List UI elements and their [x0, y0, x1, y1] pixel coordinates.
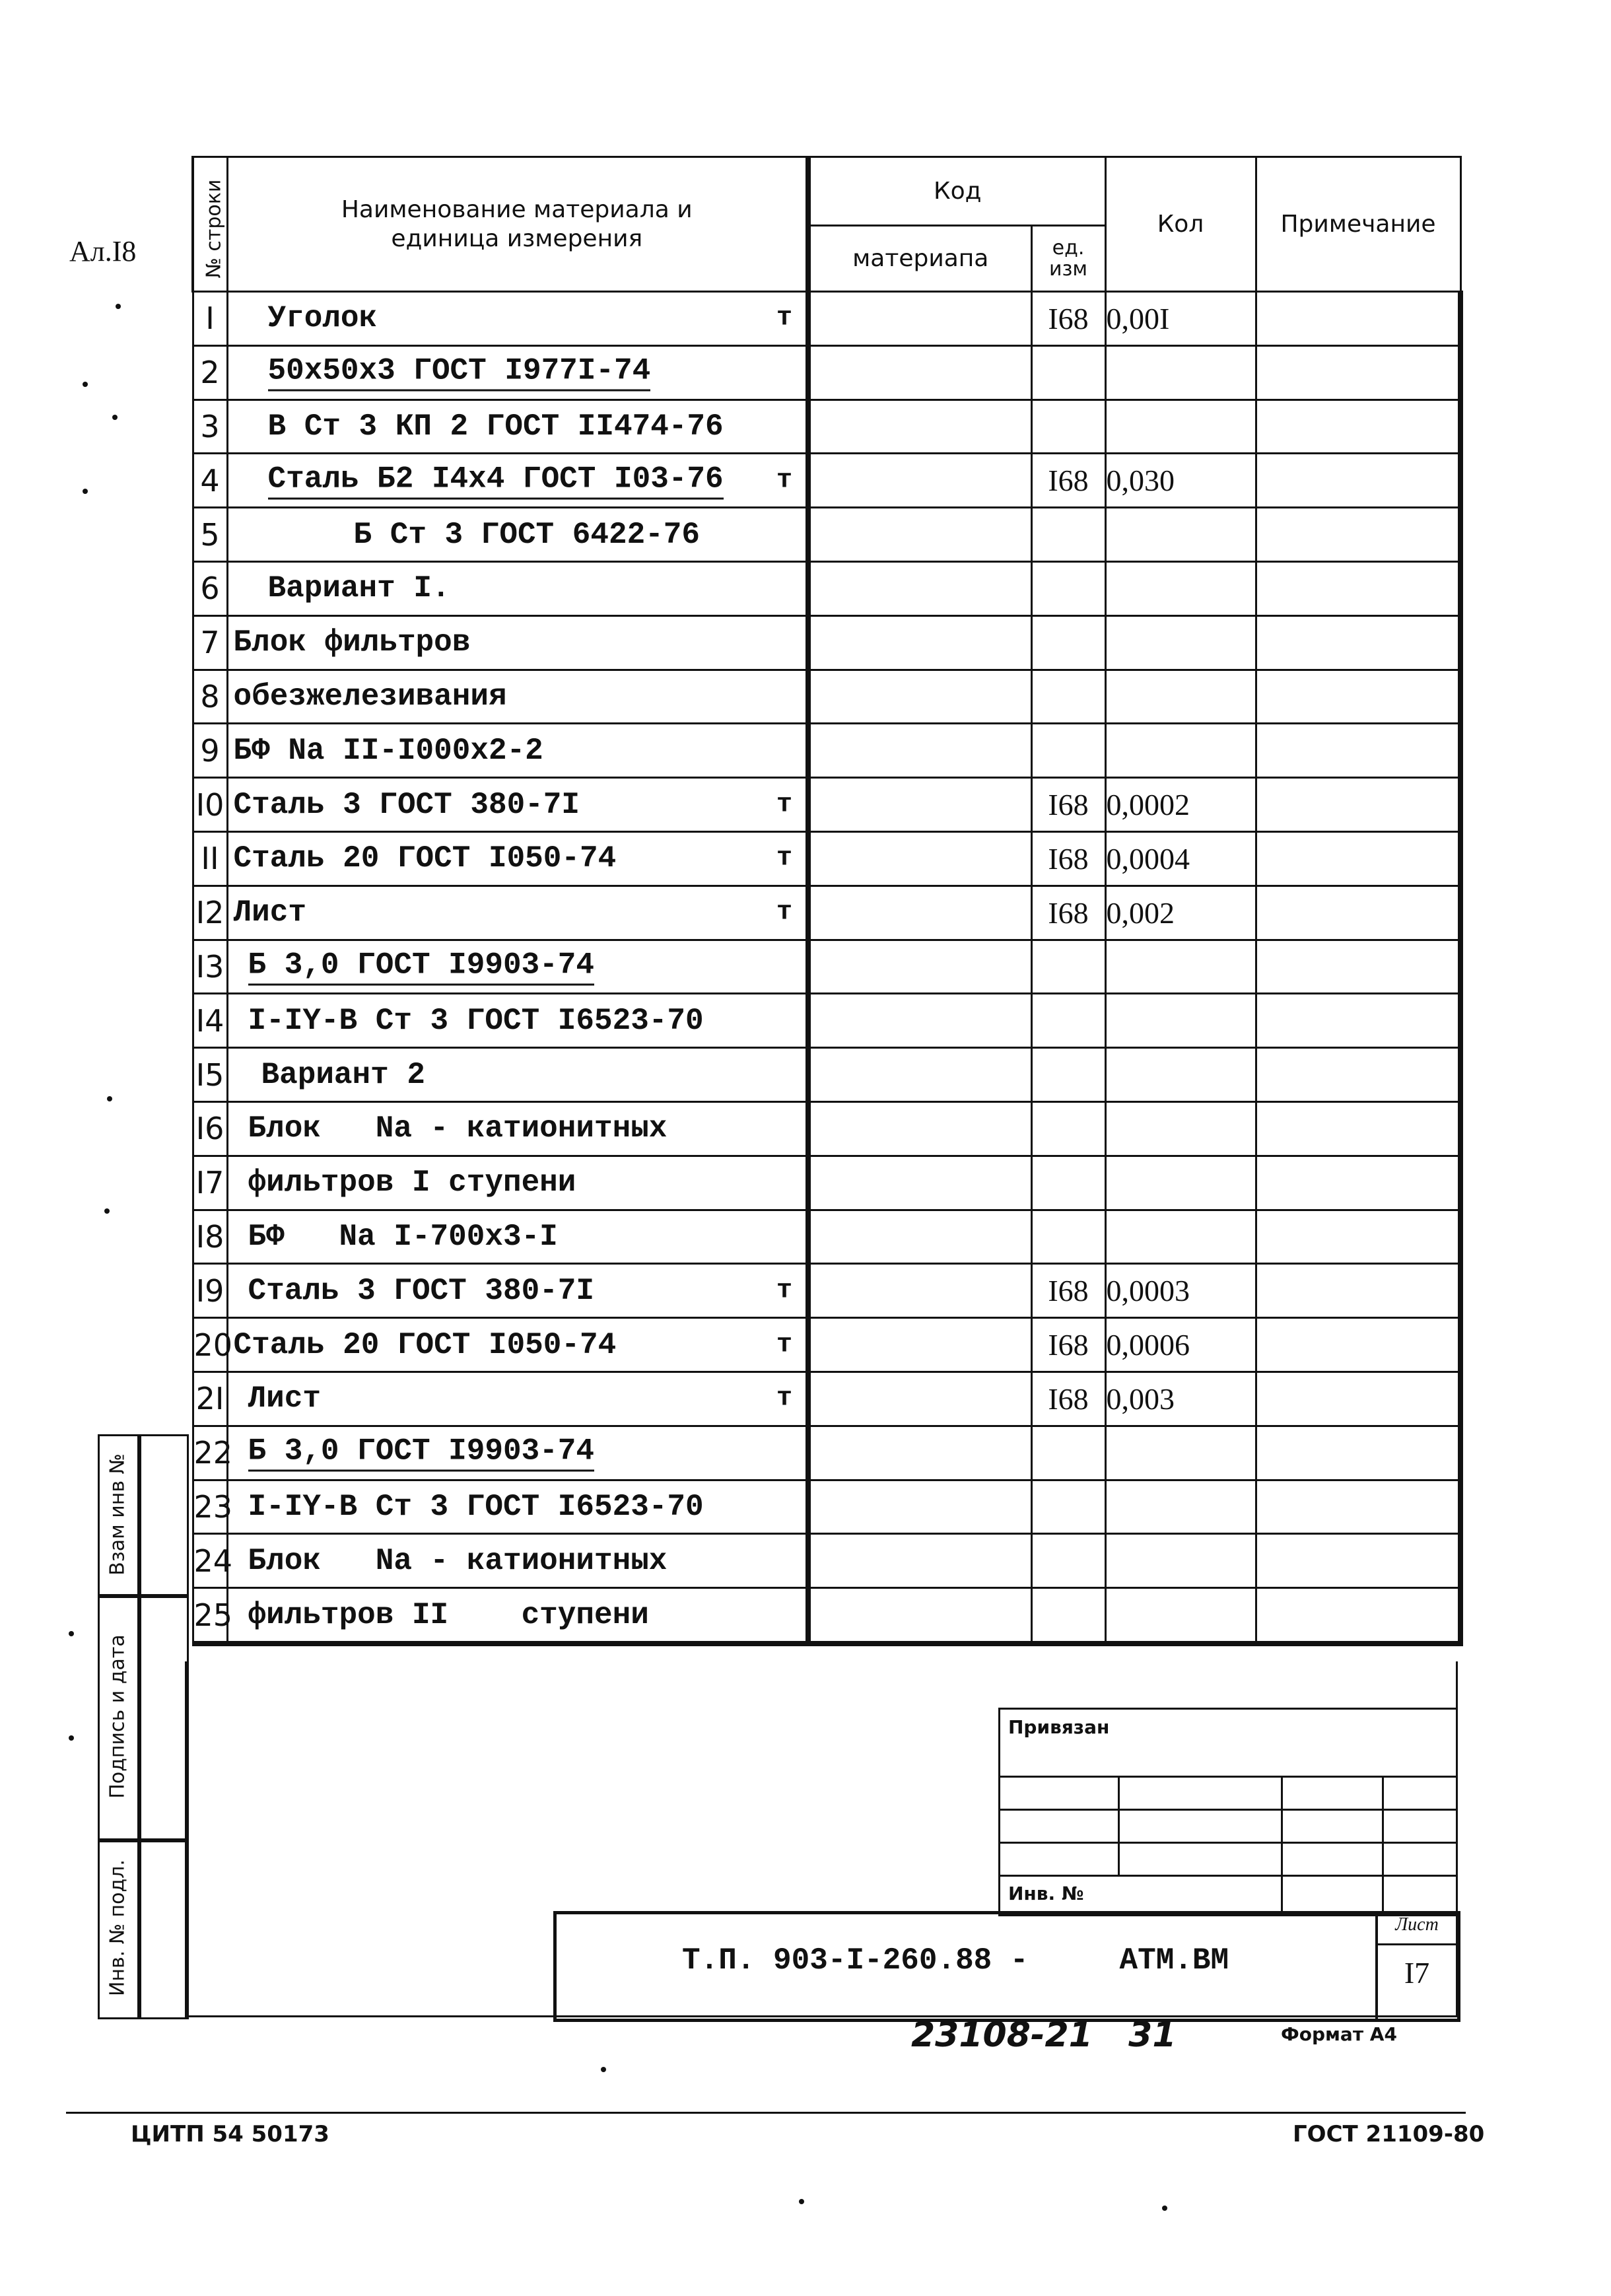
code-unit: I68: [1031, 886, 1105, 940]
material-name-text: Блок Na - катионитных: [248, 1111, 668, 1146]
code-unit: I68: [1031, 292, 1105, 346]
note: [1256, 292, 1460, 346]
material-name-text: В Ст 3 КП 2 ГОСТ II474-76: [267, 409, 724, 444]
code-unit: I68: [1031, 1264, 1105, 1318]
code-unit: [1031, 994, 1105, 1048]
quantity: [1105, 1480, 1256, 1534]
material-name-text: Сталь 20 ГОСТ I050-74: [233, 1327, 617, 1362]
code-material: [808, 1588, 1031, 1644]
row-number: 3: [193, 400, 227, 454]
note: [1256, 940, 1460, 994]
row-number: 2I: [193, 1372, 227, 1426]
table-row: [193, 1101, 1460, 1156]
code-material: [808, 508, 1031, 562]
scan-speck: [69, 1735, 74, 1741]
material-name-text: Б Ст 3 ГОСТ 6422-76: [353, 517, 700, 552]
vzam-inv-label: Взам инв №: [106, 1453, 129, 1576]
quantity: [1105, 670, 1256, 724]
table-row: [193, 292, 1460, 346]
privyazan-vline-3: [1382, 1776, 1384, 1914]
quantity: 0,0004: [1105, 831, 1256, 886]
note: [1256, 831, 1460, 886]
scan-speck: [1162, 2206, 1167, 2211]
bottom-rule: [66, 2112, 1466, 2114]
material-name: [227, 1426, 808, 1480]
row-number: I5: [193, 1048, 227, 1102]
material-name-text: Сталь 20 ГОСТ I050-74: [233, 841, 617, 876]
code-unit: [1031, 724, 1105, 778]
code-unit: [1031, 1426, 1105, 1480]
code-material: [808, 400, 1031, 454]
row-number: I8: [193, 1210, 227, 1264]
quantity: [1105, 940, 1256, 994]
code-material: [808, 670, 1031, 724]
quantity: [1105, 1156, 1256, 1210]
code-unit: I68: [1031, 831, 1105, 886]
material-name-text: Вариант I.: [267, 571, 450, 606]
table-row: [193, 561, 1460, 615]
header-code-material: материапа: [808, 226, 1031, 292]
row-number: I7: [193, 1156, 227, 1210]
quantity: [1105, 1101, 1256, 1156]
header-row-number: № строки: [193, 157, 227, 292]
code-material: [808, 615, 1031, 670]
code-unit: [1031, 1210, 1105, 1264]
material-name-text: I-IY-В Ст 3 ГОСТ I6523-70: [248, 1489, 704, 1524]
row-number: I: [193, 292, 227, 346]
row-number: 22: [193, 1426, 227, 1480]
inv-no-label: Инв. №: [1008, 1883, 1084, 1904]
designation-block: [553, 1911, 1460, 2022]
material-name: [227, 292, 808, 346]
material-name-text: I-IY-В Ст 3 ГОСТ I6523-70: [248, 1003, 704, 1038]
code-unit: [1031, 1101, 1105, 1156]
code-unit: [1031, 670, 1105, 724]
code-unit: [1031, 345, 1105, 400]
privyazan-line-2: [1000, 1809, 1456, 1811]
material-name-text: Блок фильтров: [233, 625, 471, 660]
material-name: [227, 886, 808, 940]
note: [1256, 778, 1460, 832]
podpis-box-inner: [137, 1594, 189, 1842]
code-material: [808, 1210, 1031, 1264]
row-number: I0: [193, 778, 227, 832]
code-unit: [1031, 508, 1105, 562]
code-unit: [1031, 1534, 1105, 1588]
quantity: 0,00I: [1105, 292, 1256, 346]
quantity: [1105, 615, 1256, 670]
material-name: [227, 1210, 808, 1264]
code-material: [808, 561, 1031, 615]
material-name: [227, 1156, 808, 1210]
row-number: 24: [193, 1534, 227, 1588]
row-number: I2: [193, 886, 227, 940]
code-material: [808, 831, 1031, 886]
code-material: [808, 994, 1031, 1048]
row-number: I9: [193, 1264, 227, 1318]
scan-speck: [601, 2067, 606, 2072]
material-name: [227, 1048, 808, 1102]
privyazan-label: Привязан: [1008, 1716, 1110, 1738]
note: [1256, 400, 1460, 454]
privyazan-vline-1: [1118, 1776, 1120, 1875]
right-gost-code: ГОСТ 21109-80: [1293, 2121, 1485, 2147]
code-material: [808, 1534, 1031, 1588]
code-unit: I68: [1031, 1318, 1105, 1372]
material-unit: т: [776, 1276, 792, 1306]
material-name: [227, 940, 808, 994]
material-name-text: Сталь Б2 I4х4 ГОСТ I03-76: [268, 462, 724, 499]
material-name-text: Сталь 3 ГОСТ 380-7I: [248, 1273, 594, 1308]
material-unit: т: [776, 303, 792, 333]
note: [1256, 508, 1460, 562]
code-unit: [1031, 561, 1105, 615]
row-number: I3: [193, 940, 227, 994]
scan-speck: [83, 489, 88, 494]
material-name-text: БФ Na II-I000х2-2: [233, 733, 543, 768]
left-print-code: ЦИТП 54 50173: [131, 2121, 329, 2147]
table-row: [193, 778, 1460, 832]
privyazan-line-4: [1000, 1875, 1456, 1877]
table-row: [193, 1264, 1460, 1318]
note: [1256, 1480, 1460, 1534]
table-row: [193, 1048, 1460, 1102]
table-row: [193, 1156, 1460, 1210]
code-material: [808, 1480, 1031, 1534]
material-name-text: фильтров II ступени: [248, 1597, 649, 1632]
material-unit: т: [776, 790, 792, 820]
header-material-name: Наименование материала и единица измерения: [227, 157, 808, 292]
note: [1256, 1156, 1460, 1210]
format-label: Формат А4: [1281, 2023, 1397, 2045]
quantity: [1105, 994, 1256, 1048]
list-label: Лист: [1378, 1914, 1456, 1945]
quantity: [1105, 724, 1256, 778]
list-number: I7: [1404, 1956, 1430, 1990]
material-name: [227, 1372, 808, 1426]
quantity: [1105, 1588, 1256, 1644]
material-name: [227, 994, 808, 1048]
quantity: 0,002: [1105, 886, 1256, 940]
code-material: [808, 1426, 1031, 1480]
material-name-text: Б 3,0 ГОСТ I9903-74: [248, 1434, 595, 1472]
quantity: [1105, 561, 1256, 615]
row-number: 8: [193, 670, 227, 724]
material-name-text: Блок Na - катионитных: [248, 1543, 668, 1578]
row-number: 9: [193, 724, 227, 778]
note: [1256, 724, 1460, 778]
code-unit: I68: [1031, 454, 1105, 508]
material-name-text: Лист: [248, 1381, 321, 1416]
inv-podl-box-inner: [137, 1838, 189, 2019]
table-row: [193, 454, 1460, 508]
note: [1256, 561, 1460, 615]
code-unit: [1031, 1048, 1105, 1102]
material-name-text: Вариант 2: [261, 1057, 425, 1092]
code-material: [808, 724, 1031, 778]
row-number: II: [193, 831, 227, 886]
material-name: [227, 1534, 808, 1588]
material-name: [227, 400, 808, 454]
material-unit: т: [776, 843, 792, 874]
code-material: [808, 1101, 1031, 1156]
sheet-label: Ал.I8: [69, 235, 137, 267]
note: [1256, 345, 1460, 400]
table-row: [193, 670, 1460, 724]
table-row: [193, 886, 1460, 940]
material-name: [227, 615, 808, 670]
privyazan-line-1: [1000, 1776, 1456, 1778]
header-note: Примечание: [1256, 157, 1460, 292]
material-table: [191, 156, 1463, 1646]
table-row: [193, 1318, 1460, 1372]
material-name: [227, 1588, 808, 1644]
code-unit: I68: [1031, 778, 1105, 832]
code-material: [808, 886, 1031, 940]
material-name: [227, 561, 808, 615]
material-name-text: обезжелезивания: [233, 679, 507, 714]
code-unit: [1031, 1480, 1105, 1534]
header-quantity: Кол: [1105, 157, 1256, 292]
code-material: [808, 940, 1031, 994]
podpis-label: Подпись и дата: [106, 1634, 129, 1799]
table-row: [193, 831, 1460, 886]
material-name: [227, 345, 808, 400]
row-number: 20: [193, 1318, 227, 1372]
note: [1256, 670, 1460, 724]
quantity: [1105, 1426, 1256, 1480]
table-row: [193, 400, 1460, 454]
note: [1256, 454, 1460, 508]
table-row: [193, 724, 1460, 778]
table-row: [193, 1534, 1460, 1588]
code-material: [808, 454, 1031, 508]
material-name-text: фильтров I ступени: [248, 1165, 576, 1200]
quantity: [1105, 508, 1256, 562]
inv-podl-label: Инв. № подл.: [106, 1860, 129, 1996]
note: [1256, 994, 1460, 1048]
list-cell: [1375, 1914, 1460, 2019]
note: [1256, 886, 1460, 940]
note: [1256, 1534, 1460, 1588]
note: [1256, 1210, 1460, 1264]
table-row: [193, 940, 1460, 994]
note: [1256, 1588, 1460, 1644]
code-unit: I68: [1031, 1372, 1105, 1426]
scan-speck: [799, 2199, 804, 2204]
material-unit: т: [776, 1330, 792, 1360]
code-material: [808, 778, 1031, 832]
code-unit: [1031, 615, 1105, 670]
material-name: [227, 1318, 808, 1372]
material-name: [227, 724, 808, 778]
code-material: [808, 1372, 1031, 1426]
privyazan-vline-2: [1281, 1776, 1283, 1914]
quantity: 0,0006: [1105, 1318, 1256, 1372]
material-name: [227, 831, 808, 886]
note: [1256, 1048, 1460, 1102]
handwritten-number: 23108-21 31: [911, 2015, 1177, 2055]
quantity: [1105, 1048, 1256, 1102]
scan-speck: [116, 304, 121, 309]
material-name: [227, 1480, 808, 1534]
material-name-text: Сталь 3 ГОСТ 380-7I: [233, 787, 580, 822]
scan-speck: [112, 415, 118, 420]
code-material: [808, 345, 1031, 400]
designation-text: Т.П. 903-I-260.88 - АТМ.ВМ: [682, 1943, 1229, 1978]
code-unit: [1031, 1588, 1105, 1644]
scan-speck: [69, 1631, 74, 1636]
code-unit: [1031, 1156, 1105, 1210]
note: [1256, 1426, 1460, 1480]
table-row: [193, 345, 1460, 400]
material-unit: т: [776, 466, 792, 496]
quantity: [1105, 1210, 1256, 1264]
note: [1256, 1318, 1460, 1372]
code-material: [808, 1156, 1031, 1210]
code-unit: [1031, 940, 1105, 994]
material-name: [227, 454, 808, 508]
note: [1256, 1101, 1460, 1156]
row-number: 4: [193, 454, 227, 508]
code-material: [808, 292, 1031, 346]
row-number: 5: [193, 508, 227, 562]
material-name: [227, 1264, 808, 1318]
vzam-inv-box-inner: [137, 1434, 189, 1598]
material-name-text: Уголок: [267, 301, 378, 336]
table-row: [193, 1372, 1460, 1426]
row-number: 2: [193, 345, 227, 400]
code-material: [808, 1264, 1031, 1318]
code-material: [808, 1318, 1031, 1372]
code-unit: [1031, 400, 1105, 454]
table-row: [193, 1210, 1460, 1264]
privyazan-block: [998, 1708, 1458, 1916]
table-row: [193, 508, 1460, 562]
quantity: [1105, 345, 1256, 400]
privyazan-line-3: [1000, 1842, 1456, 1844]
note: [1256, 1264, 1460, 1318]
row-number: 6: [193, 561, 227, 615]
material-name: [227, 1101, 808, 1156]
quantity: 0,030: [1105, 454, 1256, 508]
quantity: 0,003: [1105, 1372, 1256, 1426]
material-name: [227, 508, 808, 562]
quantity: [1105, 1534, 1256, 1588]
row-number: 7: [193, 615, 227, 670]
material-unit: т: [776, 897, 792, 928]
header-code-unit: ед. изм: [1031, 226, 1105, 292]
quantity: 0,0003: [1105, 1264, 1256, 1318]
material-name-text: 50х50х3 ГОСТ I977I-74: [268, 354, 651, 392]
table-row: [193, 615, 1460, 670]
code-material: [808, 1048, 1031, 1102]
material-name-text: Лист: [233, 895, 306, 930]
row-number: I6: [193, 1101, 227, 1156]
material-name-text: БФ Na I-700х3-I: [248, 1219, 558, 1254]
material-name: [227, 670, 808, 724]
table-row: [193, 1480, 1460, 1534]
material-name-text: Б 3,0 ГОСТ I9903-74: [248, 948, 595, 985]
note: [1256, 1372, 1460, 1426]
quantity: 0,0002: [1105, 778, 1256, 832]
row-number: I4: [193, 994, 227, 1048]
row-number: 25: [193, 1588, 227, 1644]
table-row: [193, 1588, 1460, 1644]
material-unit: т: [776, 1383, 792, 1414]
material-name: [227, 778, 808, 832]
table-row: [193, 1426, 1460, 1480]
quantity: [1105, 400, 1256, 454]
table-row: [193, 994, 1460, 1048]
scan-speck: [104, 1208, 110, 1214]
header-code: Код: [808, 157, 1105, 226]
note: [1256, 615, 1460, 670]
scan-speck: [83, 382, 88, 387]
row-number: 23: [193, 1480, 227, 1534]
scan-speck: [107, 1096, 112, 1101]
